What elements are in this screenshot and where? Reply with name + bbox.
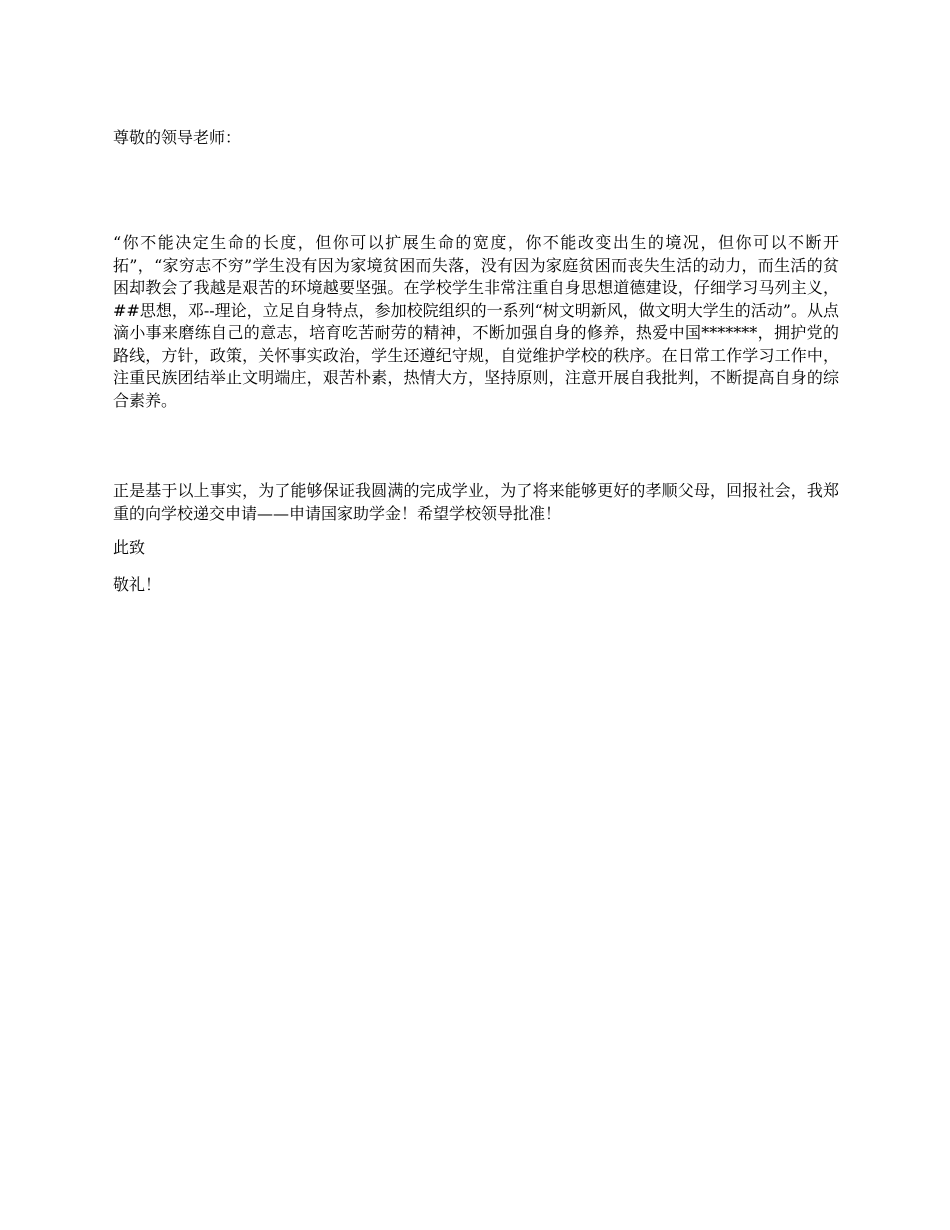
letter-salutation: 尊敬的领导老师： [113,128,242,147]
letter-closing-phrase: 此致 [113,538,146,557]
letter-closing-salute: 敬礼！ [113,575,162,594]
letter-body-paragraph-2: 正是基于以上事实，为了能够保证我圆满的完成学业，为了将来能够更好的孝顺父母，回报社会，我郑重的向学校递交申请——申请国家助学金！希望学校领导批准！ [113,481,839,523]
letter-body-paragraph-1: “你不能决定生命的长度，但你可以扩展生命的宽度，你不能改变出生的境况，但你可以不断开拓”，“家穷志不穷”学生没有因为家境贫困而失落，没有因为家庭贫困而丧失生活的动力，而生活的贫困却教会了我越是艰苦的环境越要坚强。在学校学生非常注重自身思想道德建设，仔细学习马列主义，##思想，邓--理论，立足自身特点，参加校院组织的一系列“树文明新风，做文明大学生的活动”。从点滴小事来磨练自己的意志，培育吃苦耐劳的精神，不断加强自身的修养，热爱中国*******，拥护党的路线，方针，政策，关怀事实政治，学生还遵纪守规，自觉维护学校的秩序。在日常工作学习工作中，注重民族团结举止文明端庄，艰苦朴素，热情大方，坚持原则，注意开展自我批判，不断提高自身的综合素养。 [113,233,839,410]
